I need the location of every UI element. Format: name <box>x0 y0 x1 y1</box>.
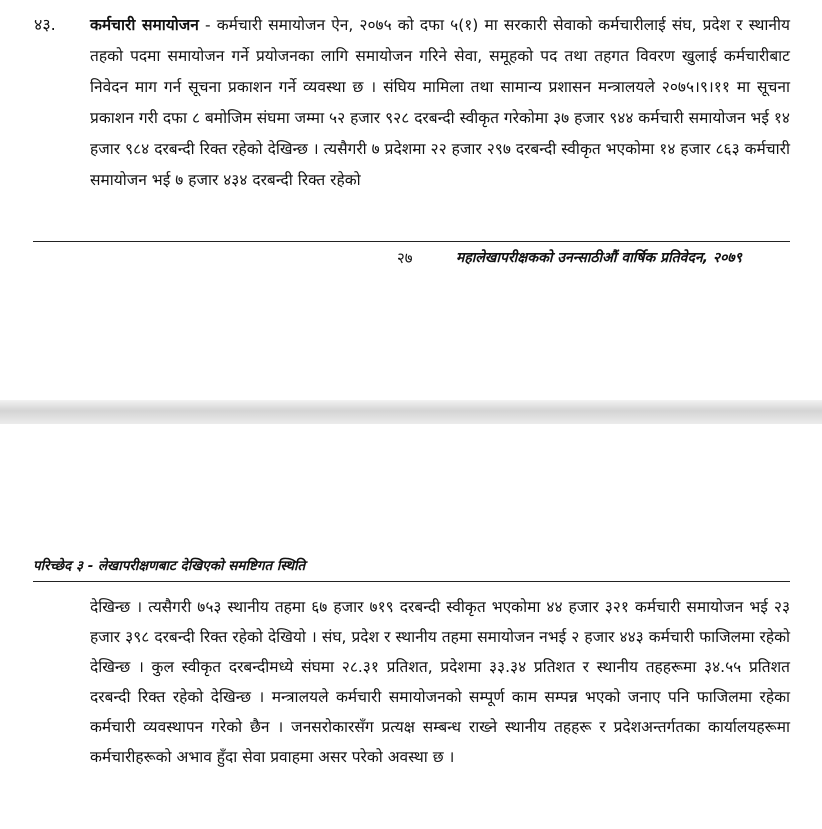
document-page-top <box>0 0 822 400</box>
footer-divider <box>33 241 790 242</box>
chapter-header: परिच्छेद ३ - लेखापरीक्षणबाट देखिएको समष्टिगत स्थिति <box>33 558 306 574</box>
paragraph-continuation: देखिन्छ । त्यसैगरी ७५३ स्थानीय तहमा ६७ हजार ७१९ दरबन्दी स्वीकृत भएकोमा ४४ हजार ३२१ कर्मचारी समायोजन भई २३ हजार ३९८ दरबन्दी रिक्त रहेको देखियो । संघ, प्रदेश र स्थानीय तहमा समायोजन नभई २ हजार ४४३ कर्मचारी फाजिलमा रहेको देखिन्छ । कुल स्वीकृत दरबन्दीमध्ये संघमा २८.३१ प्रतिशत, प्रदेशमा ३३.३४ प्रतिशत र स्थानीय तहहरूमा ३४.५५ प्रतिशत दरबन्दी रिक्त रहेको देखिन्छ । मन्त्रालयले कर्मचारी समायोजनको सम्पूर्ण काम सम्पन्न भएको जनाए पनि फाजिलमा रहेका कर्मचारी व्यवस्थापन गरेको छैन । जनसरोकारसँग प्रत्यक्ष सम्बन्ध राख्ने स्थानीय तहहरू र प्रदेशअन्तर्गतका कार्यालयहरूमा कर्मचारीहरूको अभाव हुँदा सेवा प्रवाहमा असर परेको अवस्था छ । <box>90 598 790 766</box>
footer-page-number: २७ <box>397 249 413 267</box>
header-divider <box>33 581 790 582</box>
paragraph-body: - कर्मचारी समायोजन ऐन, २०७५ को दफा ५(१) मा सरकारी सेवाको कर्मचारीलाई संघ, प्रदेश र स्थानीय तहको पदमा समायोजन गर्ने प्रयोजनका लागि समायोजन गरिने सेवा, समूहको पद तथा तहगत विवरण खुलाई कर्मचारीबाट निवेदन माग गर्न सूचना प्रकाशन गर्ने व्यवस्था छ । संघिय मामिला तथा सामान्य प्रशासन मन्त्रालयले २०७५।९।११ मा सूचना प्रकाशन गरी दफा ८ बमोजिम संघमा जम्मा ५२ हजार ९२८ दरबन्दी स्वीकृत गरेकोमा ३७ हजार ९४४ कर्मचारी समायोजन भई १४ हजार ९८४ दरबन्दी रिक्त रहेको देखिन्छ । त्यसैगरी ७ प्रदेशमा २२ हजार २९७ दरबन्दी स्वीकृत भएकोमा १४ हजार ८६३ कर्मचारी समायोजन भई ७ हजार ४३४ दरबन्दी रिक्त रहेको <box>90 16 791 189</box>
page-break-separator <box>0 400 822 424</box>
document-page-bottom <box>0 424 822 829</box>
paragraph-title: कर्मचारी समायोजन <box>90 16 199 34</box>
footer-report-title: महालेखापरीक्षकको उनन्साठीऔं वार्षिक प्रतिवेदन, २०७९ <box>456 250 742 266</box>
paragraph-number: ४३. <box>34 15 56 34</box>
paragraph-43 <box>90 10 790 196</box>
